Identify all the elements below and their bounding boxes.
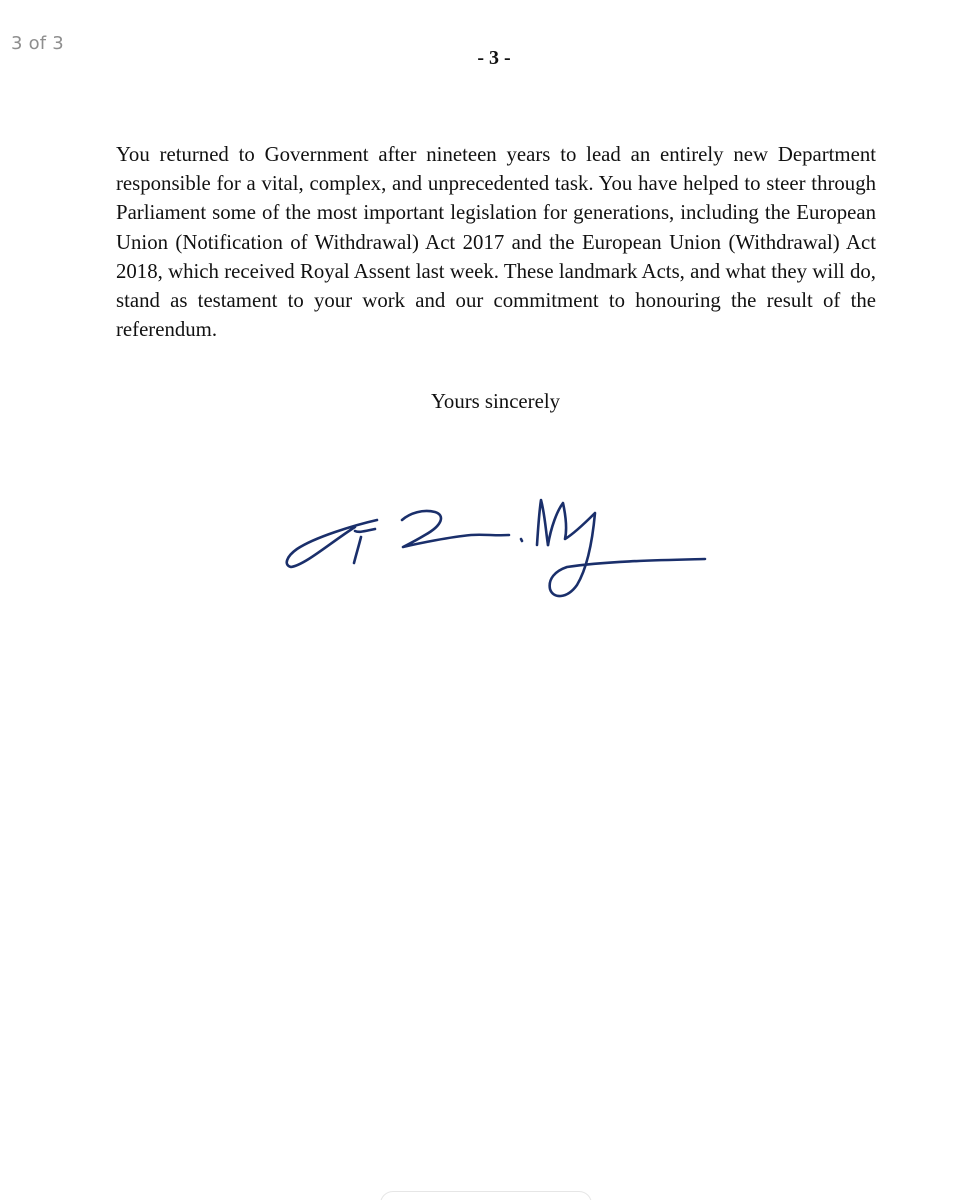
letter-body-paragraph: You returned to Government after nineteen years to lead an entirely new Department responsible for a vital, complex, and unprecedented task. You have helped to steer through Parliament some of the most important legislation for generations, including the European Union (Notification of Withdrawal) Act 2017 and the European Union (Withdrawal) Act 2018, which received Royal Assent last week. These landmark Acts, and what they will do, stand as testament to your work and our commitment to honouring the result of the referendum. bbox=[116, 143, 876, 342]
page-indicator: 3 of 3 bbox=[11, 33, 64, 54]
closing-salutation: Yours sincerely bbox=[430, 390, 560, 413]
handwritten-signature bbox=[275, 475, 720, 610]
page-number: - 3 - bbox=[477, 47, 511, 69]
scroll-handle[interactable] bbox=[380, 1191, 592, 1200]
signature-strokes bbox=[287, 500, 705, 596]
